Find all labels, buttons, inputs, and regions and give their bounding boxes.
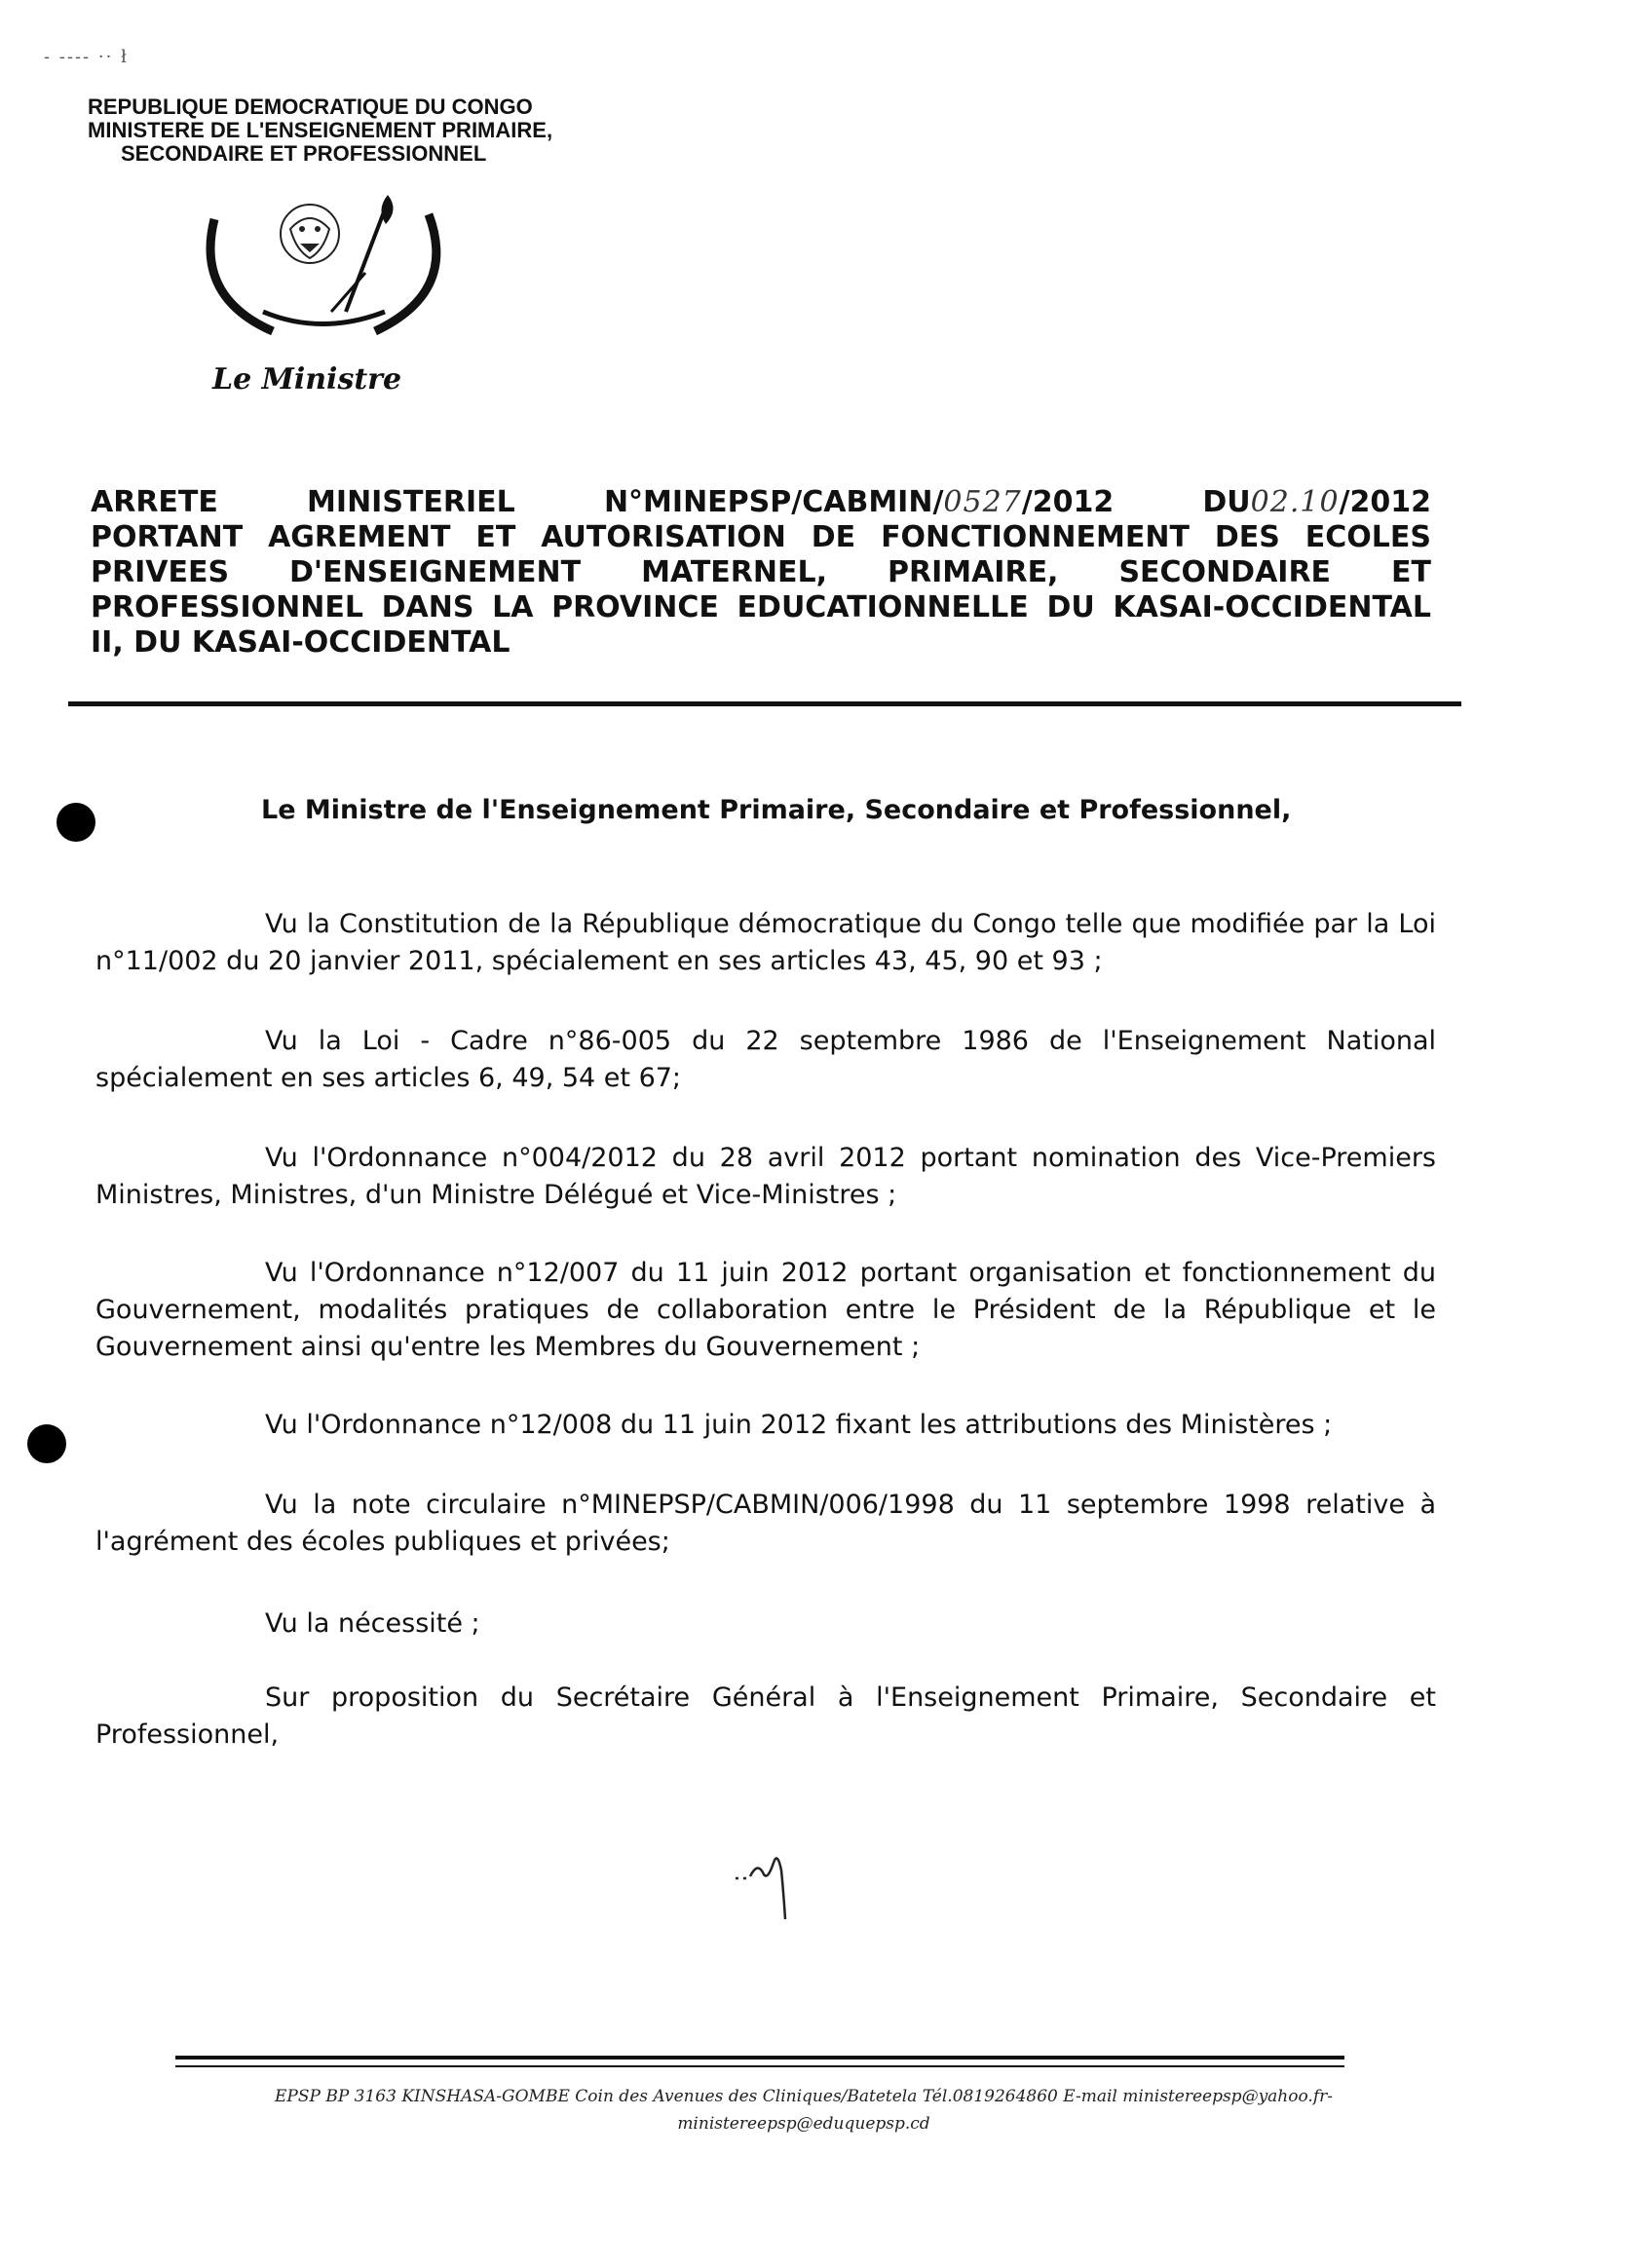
title-line-4: PROFESSIONNEL DANS LA PROVINCE EDUCATIONNELLE DU KASAI-OCCIDENTAL [91,590,1431,624]
footer-address-line: EPSP BP 3163 KINSHASA-GOMBE Coin des Avenues des Cliniques/Batetela Tél.0819264860 E-mail ministereepsp@yahoo.fr- [275,2087,1333,2106]
letterhead-ministry: MINISTERE DE L'ENSEIGNEMENT PRIMAIRE, [88,118,553,142]
title-word: ARRETE [91,485,218,519]
margin-scribble: - ---- ·· ł [44,47,129,67]
title-line-2: PORTANT AGREMENT ET AUTORISATION DE FONCTIONNEMENT DES ECOLES [91,520,1431,554]
decree-date: DU02.10/2012 [1202,485,1431,519]
letterhead-country: REPUBLIQUE DEMOCRATIQUE DU CONGO [88,94,533,119]
handwritten-initials [731,1841,818,1929]
considerant-paragraph: Vu l'Ordonnance n°12/007 du 11 juin 2012 portant organisation et fonctionnement du Gouvernement, modalités pratiques de collaboration entre le Président de la République et le Gouvernement ainsi qu'entre les Membres du Gouvernement ; [95,1258,1436,1362]
considerant-paragraph: Vu l'Ordonnance n°004/2012 du 28 avril 2012 portant nomination des Vice-Premiers Ministres, Ministres, d'un Ministre Délégué et Vice-Ministres ; [95,1143,1436,1210]
letterhead-ministry-cont: SECONDAIRE ET PROFESSIONNEL [121,141,487,166]
considerant-paragraph: Vu la Loi - Cadre n°86-005 du 22 septembre 1986 de l'Enseignement National spécialement en ses articles 6, 49, 54 et 67; [95,1026,1436,1093]
decree-number: N°MINEPSP/CABMIN/0527/2012 [603,485,1115,519]
considerant-paragraph: Vu la Constitution de la République démocratique du Congo telle que modifiée par la Loi n°11/002 du 20 janvier 2011, spécialement en ses articles 43, 45, 90 et 93 ; [95,909,1436,976]
title-word: MINISTERIEL [307,485,515,519]
handwritten-number: 0527 [943,485,1022,519]
punch-hole-mark [57,803,95,842]
punch-hole-mark [27,1424,66,1463]
title-line-1 [91,485,1431,520]
considerant-paragraph: Vu la nécessité ; [265,1608,480,1639]
title-line-3: PRIVEES D'ENSEIGNEMENT MATERNEL, PRIMAIRE, SECONDAIRE ET [91,555,1431,589]
coat-of-arms-emblem [195,190,468,356]
considerant-paragraph: Vu l'Ordonnance n°12/008 du 11 juin 2012 fixant les attributions des Ministères ; [265,1410,1333,1440]
preamble-heading: Le Ministre de l'Enseignement Primaire, Secondaire et Professionnel, [261,795,1292,825]
footer-address [146,2083,1461,2137]
letterhead [88,95,552,166]
title-divider [68,701,1461,706]
decree-title [91,485,1431,661]
footer-email-line: ministereepsp@eduquepsp.cd [677,2114,930,2134]
considerant-paragraph: Sur proposition du Secrétaire Général à l'Enseignement Primaire, Secondaire et Professionnel, [95,1682,1436,1750]
considerant-paragraph: Vu la note circulaire n°MINEPSP/CABMIN/006/1998 du 11 septembre 1998 relative à l'agrément des écoles publiques et privées; [95,1490,1436,1557]
footer-rule [175,2056,1344,2060]
footer-rule-thin [175,2065,1344,2067]
minister-title: Le Ministre [212,362,402,397]
title-line-5: II, DU KASAI-OCCIDENTAL [91,625,510,660]
handwritten-date: 02.10 [1250,485,1340,519]
